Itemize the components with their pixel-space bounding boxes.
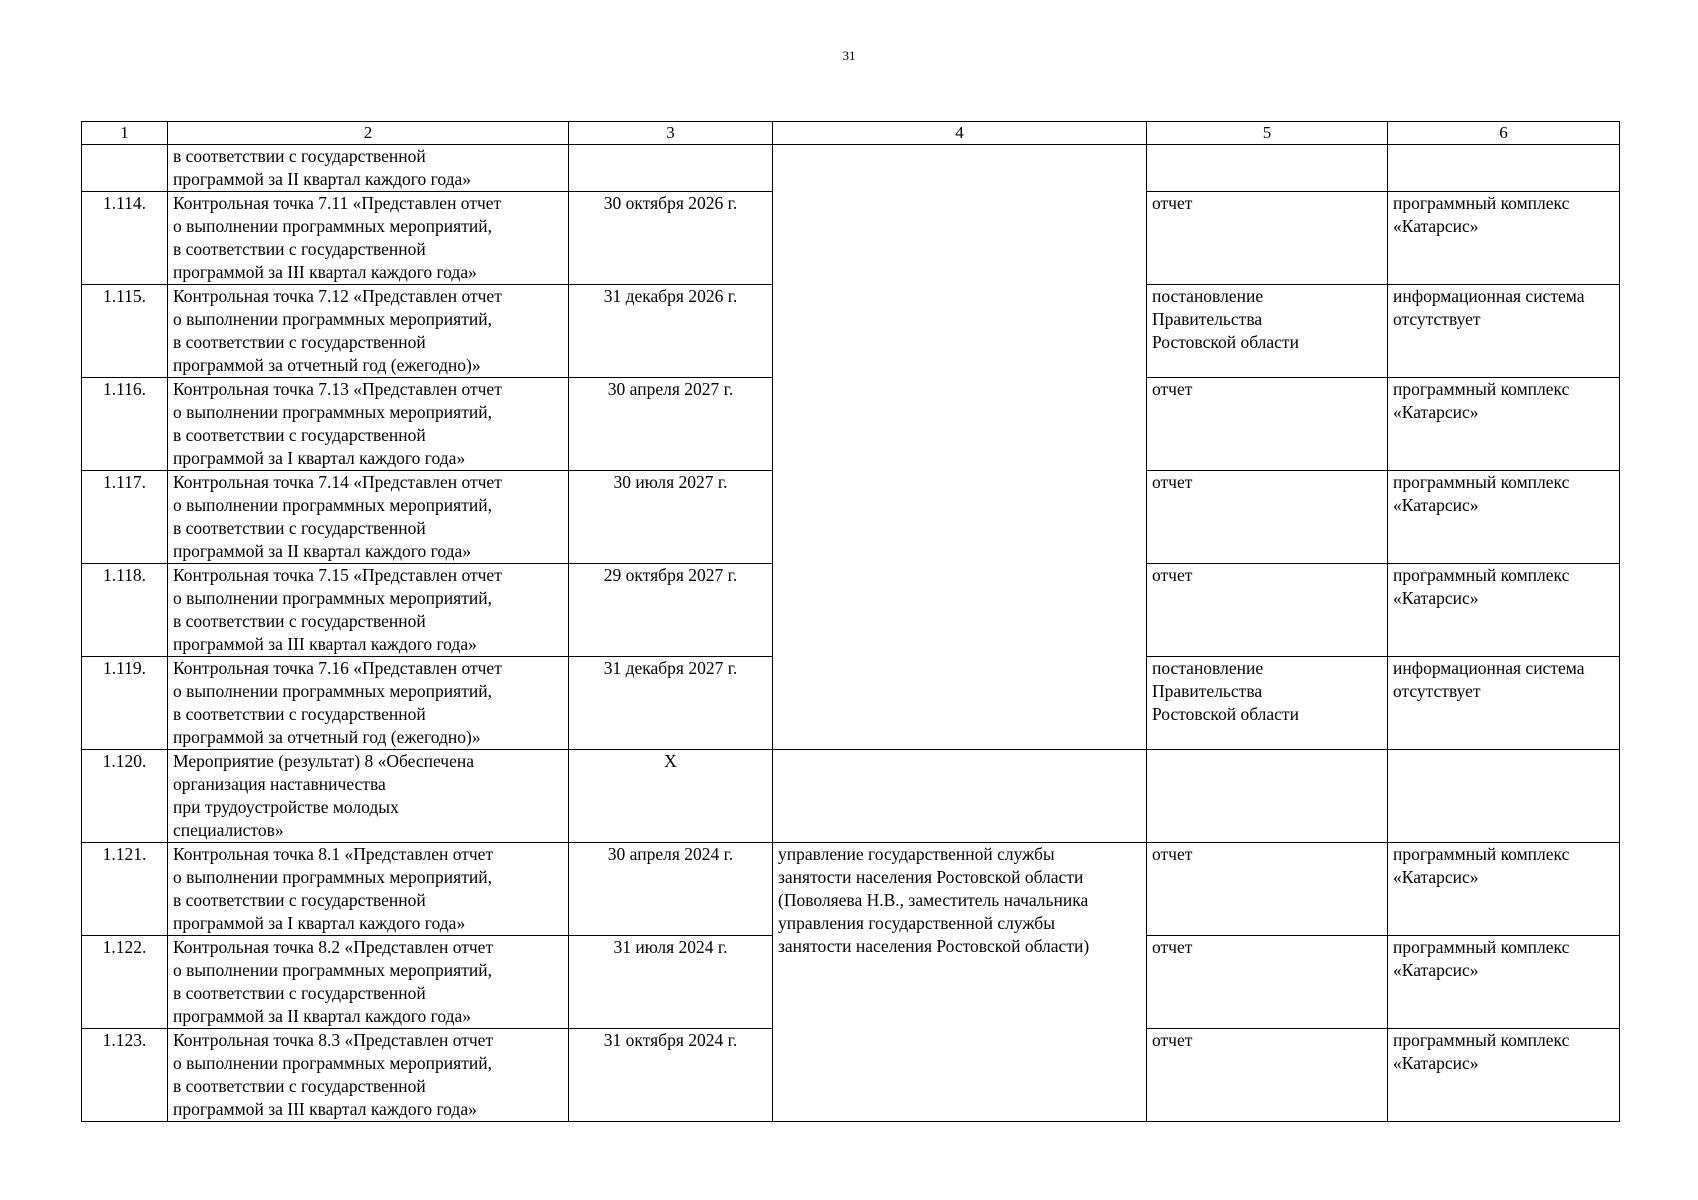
cell-name: в соответствии с государственной программой за II квартал каждого года» xyxy=(168,145,569,192)
column-header: 4 xyxy=(773,122,1147,145)
cell-number: 1.115. xyxy=(82,285,168,378)
cell-document: отчет xyxy=(1147,936,1388,1029)
cell-system: программный комплекс «Катарсис» xyxy=(1388,192,1620,285)
page-number: 31 xyxy=(842,48,856,63)
cell-system: программный комплекс «Катарсис» xyxy=(1388,564,1620,657)
cell-date: 30 июля 2027 г. xyxy=(569,471,773,564)
cell-document: отчет xyxy=(1147,564,1388,657)
cell-name: Мероприятие (результат) 8 «Обеспечена организация наставничества при трудоустройстве молодых специалистов» xyxy=(168,750,569,843)
column-header: 2 xyxy=(168,122,569,145)
cell-responsible xyxy=(773,750,1147,843)
cell-system: программный комплекс «Катарсис» xyxy=(1388,1029,1620,1122)
cell-date xyxy=(569,145,773,192)
cell-system: программный комплекс «Катарсис» xyxy=(1388,471,1620,564)
cell-date: X xyxy=(569,750,773,843)
cell-system xyxy=(1388,750,1620,843)
cell-number: 1.114. xyxy=(82,192,168,285)
column-header: 1 xyxy=(82,122,168,145)
cell-date: 29 октября 2027 г. xyxy=(569,564,773,657)
cell-name: Контрольная точка 7.15 «Представлен отчет о выполнении программных мероприятий, в соответствии с государственной программой за III квартал каждого года» xyxy=(168,564,569,657)
cell-number: 1.122. xyxy=(82,936,168,1029)
table-row xyxy=(82,843,1620,936)
cell-number xyxy=(82,145,168,192)
cell-number: 1.117. xyxy=(82,471,168,564)
cell-number: 1.119. xyxy=(82,657,168,750)
cell-date: 30 апреля 2027 г. xyxy=(569,378,773,471)
cell-document: постановление Правительства Ростовской области xyxy=(1147,657,1388,750)
cell-system: программный комплекс «Катарсис» xyxy=(1388,843,1620,936)
column-number-row xyxy=(82,122,1620,145)
cell-number: 1.116. xyxy=(82,378,168,471)
cell-name: Контрольная точка 8.1 «Представлен отчет о выполнении программных мероприятий, в соответствии с государственной программой за I квартал каждого года» xyxy=(168,843,569,936)
cell-number: 1.118. xyxy=(82,564,168,657)
cell-document xyxy=(1147,750,1388,843)
cell-name: Контрольная точка 7.14 «Представлен отчет о выполнении программных мероприятий, в соответствии с государственной программой за II квартал каждого года» xyxy=(168,471,569,564)
cell-document: отчет xyxy=(1147,471,1388,564)
cell-responsible: управление государственной службы занятости населения Ростовской области (Поволяева Н.В., заместитель начальника управления государственной службы занятости населения Ростовской области) xyxy=(773,843,1147,1122)
cell-system: программный комплекс «Катарсис» xyxy=(1388,936,1620,1029)
cell-system: информационная система отсутствует xyxy=(1388,657,1620,750)
cell-date: 31 октября 2024 г. xyxy=(569,1029,773,1122)
cell-document: отчет xyxy=(1147,1029,1388,1122)
table-row-continuation xyxy=(82,145,1620,192)
column-header: 3 xyxy=(569,122,773,145)
cell-date: 31 июля 2024 г. xyxy=(569,936,773,1029)
cell-document: отчет xyxy=(1147,378,1388,471)
cell-document xyxy=(1147,145,1388,192)
column-header: 6 xyxy=(1388,122,1620,145)
cell-date: 31 декабря 2026 г. xyxy=(569,285,773,378)
cell-date: 31 декабря 2027 г. xyxy=(569,657,773,750)
cell-system: информационная система отсутствует xyxy=(1388,285,1620,378)
cell-document: отчет xyxy=(1147,192,1388,285)
cell-system: программный комплекс «Катарсис» xyxy=(1388,378,1620,471)
cell-system xyxy=(1388,145,1620,192)
table-row-event xyxy=(82,750,1620,843)
cell-document: постановление Правительства Ростовской области xyxy=(1147,285,1388,378)
cell-name: Контрольная точка 7.13 «Представлен отчет о выполнении программных мероприятий, в соответствии с государственной программой за I квартал каждого года» xyxy=(168,378,569,471)
cell-number: 1.121. xyxy=(82,843,168,936)
cell-name: Контрольная точка 7.12 «Представлен отчет о выполнении программных мероприятий, в соответствии с государственной программой за отчетный год (ежегодно)» xyxy=(168,285,569,378)
cell-name: Контрольная точка 8.2 «Представлен отчет о выполнении программных мероприятий, в соответствии с государственной программой за II квартал каждого года» xyxy=(168,936,569,1029)
cell-date: 30 апреля 2024 г. xyxy=(569,843,773,936)
cell-responsible-merged xyxy=(773,145,1147,750)
cell-name: Контрольная точка 8.3 «Представлен отчет о выполнении программных мероприятий, в соответствии с государственной программой за III квартал каждого года» xyxy=(168,1029,569,1122)
cell-number: 1.120. xyxy=(82,750,168,843)
column-header: 5 xyxy=(1147,122,1388,145)
plan-table xyxy=(81,121,1620,1122)
cell-date: 30 октября 2026 г. xyxy=(569,192,773,285)
cell-name: Контрольная точка 7.11 «Представлен отчет о выполнении программных мероприятий, в соответствии с государственной программой за III квартал каждого года» xyxy=(168,192,569,285)
cell-number: 1.123. xyxy=(82,1029,168,1122)
cell-document: отчет xyxy=(1147,843,1388,936)
cell-name: Контрольная точка 7.16 «Представлен отчет о выполнении программных мероприятий, в соответствии с государственной программой за отчетный год (ежегодно)» xyxy=(168,657,569,750)
